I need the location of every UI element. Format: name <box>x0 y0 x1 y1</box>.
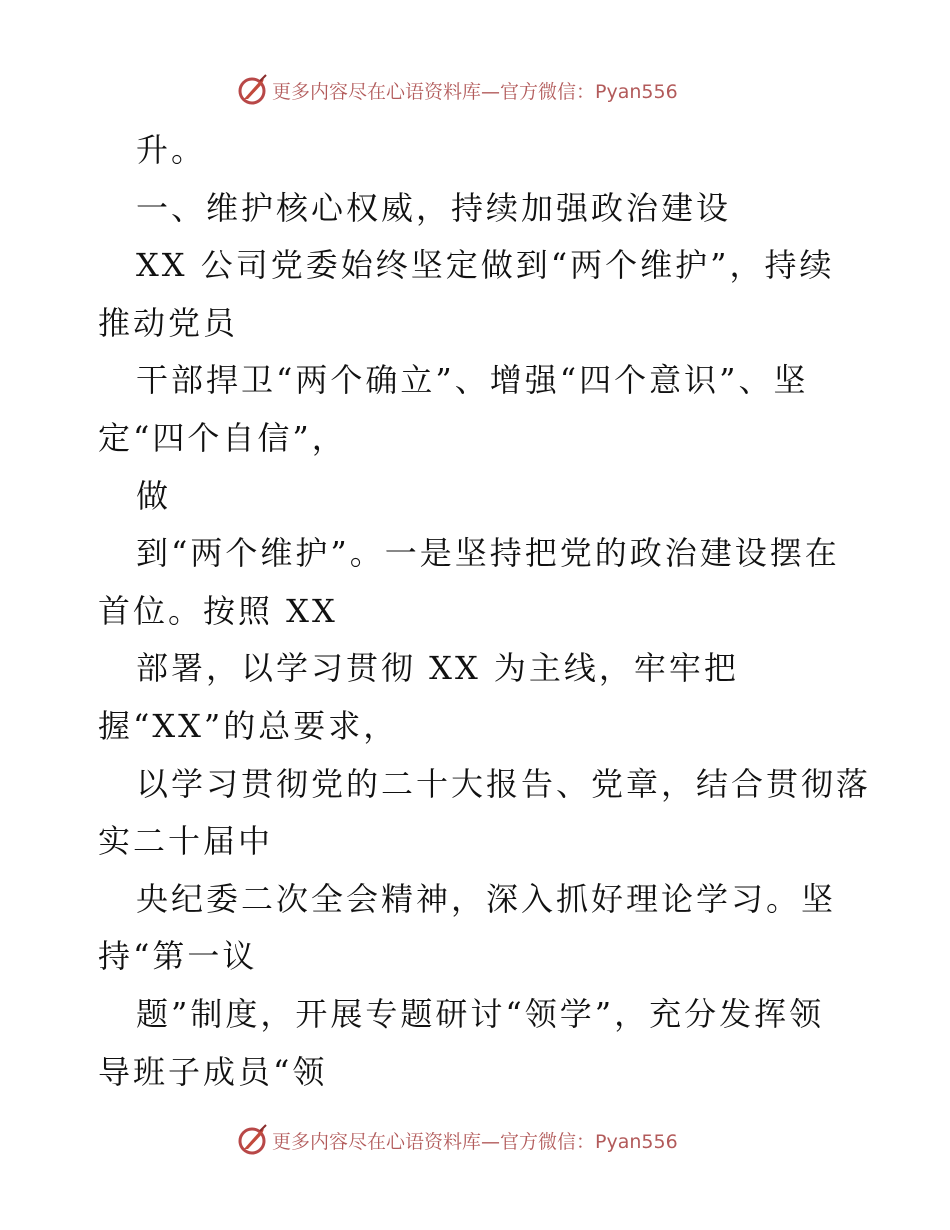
document-body <box>98 122 872 1101</box>
text-line: 实二十届中 <box>98 822 274 861</box>
text-line: 以学习贯彻党的二十大报告、党章，结合贯彻落 <box>136 764 872 803</box>
section-heading: 一、维护核心权威，持续加强政治建设 <box>136 188 732 227</box>
text-line: 题”制度，开展专题研讨“领学”，充分发挥领 <box>136 994 825 1033</box>
text-line: 央纪委二次全会精神，深入抓好理论学习。坚 <box>136 879 837 918</box>
text-line: 导班子成员“领 <box>98 1052 328 1091</box>
text-line: 部署，以学习贯彻 XX 为主线，牢牢把 <box>136 649 739 688</box>
text-line: 握“XX”的总要求， <box>98 706 399 745</box>
feather-pen-logo-icon <box>236 73 270 107</box>
text-line: 持“第一议 <box>98 937 258 976</box>
text-line: XX 公司党委始终坚定做到“两个维护”，持续 <box>136 246 835 285</box>
watermark-footer <box>236 1122 678 1158</box>
text-line: 干部捍卫“两个确立”、增强“四个意识”、坚 <box>136 361 809 400</box>
text-line: 首位。按照 XX <box>98 591 338 630</box>
text-line: 做 <box>136 476 172 515</box>
watermark-text: 更多内容尽在心语资料库—官方微信：Pyan556 <box>272 80 678 103</box>
text-line: 到“两个维护”。一是坚持把党的政治建设摆在 <box>136 534 840 573</box>
watermark-text: 更多内容尽在心语资料库—官方微信：Pyan556 <box>272 1130 678 1153</box>
text-line: 定“四个自信”， <box>98 418 347 457</box>
feather-pen-logo-icon <box>236 1123 270 1157</box>
watermark-header <box>236 72 678 108</box>
text-line: 升。 <box>136 131 207 169</box>
text-line: 推动党员 <box>98 303 239 342</box>
